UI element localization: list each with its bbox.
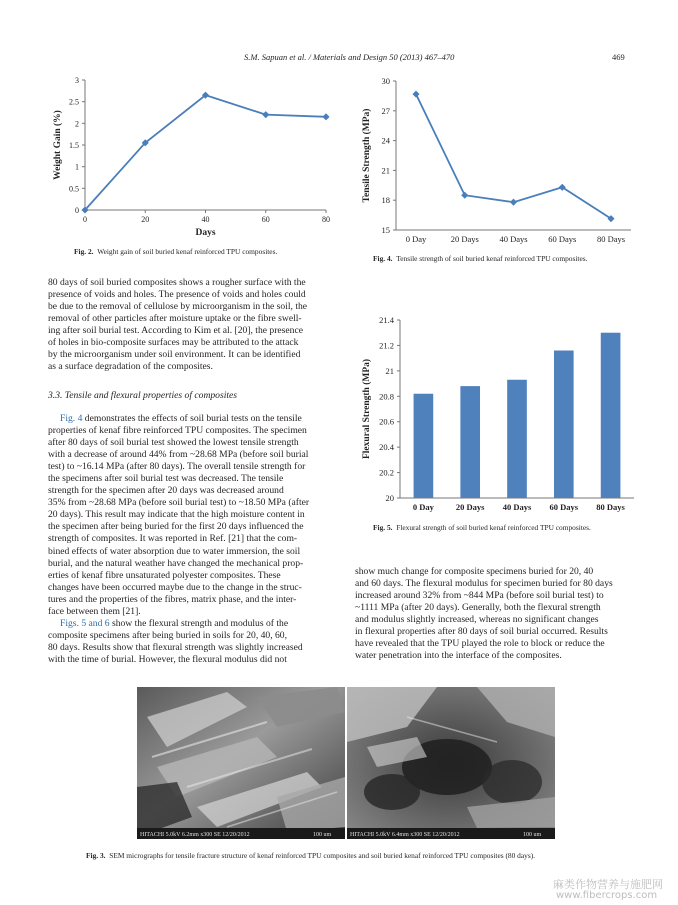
y-tick-label: 20.2 <box>379 467 394 478</box>
fig5-caption <box>373 523 591 533</box>
text-line: be due to the removal of cellulose by microorganism in the soil, the <box>48 301 308 313</box>
x-tick-label: 0 Day <box>405 234 427 244</box>
y-tick-label: 21.4 <box>379 315 394 325</box>
running-header: S.M. Sapuan et al. / Materials and Design 50 (2013) 467–470 <box>244 52 455 62</box>
text-line: water penetration into the interface of the composites. <box>355 650 562 662</box>
fig4-caption <box>373 254 587 264</box>
paragraph-tensile <box>48 413 334 666</box>
fig3-label: Fig. 3. <box>86 851 106 860</box>
x-tick-label: 80 <box>322 215 330 224</box>
y-tick-label: 2.5 <box>69 97 79 107</box>
bar <box>460 386 480 498</box>
fig4-label: Fig. 4. <box>373 254 393 263</box>
x-axis-label: Days <box>195 228 216 238</box>
bar <box>414 394 434 498</box>
x-tick-label: 20 <box>141 215 150 224</box>
text-line: presence of voids and holes. The presence of voids and holes could <box>48 289 306 301</box>
y-tick-label: 2 <box>75 119 79 129</box>
text-line: ing after soil burial test. According to Kim et al. [20], the presence <box>48 325 303 337</box>
text-line: changes have been occurred maybe due to the change in the struc- <box>48 581 302 593</box>
y-axis-label: Flexural Strength (MPa) <box>362 358 372 460</box>
fig3-caption-text: SEM micrographs for tensile fracture structure of kenaf reinforced TPU composites and soil buried kenaf reinforced TPU composites (80 days). <box>109 851 536 860</box>
text-line: with a decrease of around 44% from ~28.68 MPa (before soil burial <box>48 449 309 461</box>
y-tick-label: 20.4 <box>379 442 394 453</box>
y-tick-label: 24 <box>381 135 390 146</box>
fig2-caption-text: Weight gain of soil buried kenaf reinforced TPU composites. <box>97 247 278 256</box>
text-line: erties of kenaf fibre unsaturated polyester composites. These <box>48 569 281 581</box>
watermark-url: www.fibercrops.com <box>556 890 658 901</box>
fig3-caption <box>86 851 535 861</box>
x-tick-label: 80 Days <box>596 234 626 244</box>
y-tick-label: 27 <box>381 105 390 116</box>
y-tick-label: 20.8 <box>379 391 394 402</box>
bar <box>554 351 574 498</box>
text-line <box>48 618 334 630</box>
text-line: the specimens after soil burial test was decreased. The tensile <box>48 473 284 485</box>
text-line: tures and the properties of the fibres, matrix phase, and the inter- <box>48 593 297 605</box>
fig2-label: Fig. 2. <box>74 247 94 256</box>
text-line: strength for the specimen after 20 days was decreased around <box>48 485 284 497</box>
text-line <box>48 413 334 425</box>
fig2-caption <box>74 247 277 257</box>
data-point <box>412 91 419 98</box>
fig4-caption-text: Tensile strength of soil buried kenaf reinforced TPU composites. <box>396 254 588 263</box>
y-tick-label: 20.6 <box>379 416 394 427</box>
x-tick-label: 0 <box>83 215 87 224</box>
fig5-caption-text: Flexural strength of soil buried kenaf reinforced TPU composites. <box>396 523 591 532</box>
text-line: after 80 days of soil burial test showed the lowest tensile strength <box>48 437 299 449</box>
text-line: burial, and the natural weather have changed the mechanical prop- <box>48 557 304 569</box>
y-tick-label: 3 <box>75 76 79 85</box>
data-point <box>510 199 517 206</box>
x-tick-label: 60 <box>261 215 270 224</box>
text-line: show much change for composite specimens buried for 20, 40 <box>355 566 594 577</box>
text-line: properties of kenaf fibre reinforced TPU composites. The specimen <box>48 425 307 437</box>
x-tick-label: 20 Days <box>450 234 479 244</box>
text-line: 80 days. Results show that flexural strength was slightly increased <box>48 641 303 653</box>
text-line: removal of other particles after moisture uptake or the fibre swell- <box>48 313 302 325</box>
x-tick-label: 60 Days <box>548 234 577 244</box>
text-line: and modulus slightly increased, whereas no significant changes <box>355 614 599 626</box>
y-tick-label: 21.2 <box>379 340 394 351</box>
fig4-tensile-chart <box>356 72 636 248</box>
y-tick-label: 1.5 <box>69 141 79 150</box>
text-line: by the microorganism under soil environment. It can be identified <box>48 349 301 361</box>
x-tick-label: 0 Day <box>412 502 434 512</box>
data-point <box>262 111 269 118</box>
watermark-title: 麻类作物营养与施肥网 <box>553 878 663 891</box>
text-line: 80 days of soil buried composites shows a rougher surface with the <box>48 277 306 288</box>
text-span: demonstrates the effects of soil burial tests on the tensile <box>82 413 302 424</box>
text-span: show the flexural strength and modulus of the <box>109 617 289 629</box>
text-line: bined effects of water absorption due to water immersion, the soil <box>48 545 301 557</box>
paragraph-flexural <box>355 566 641 662</box>
y-axis-label: Tensile Strength (MPa) <box>362 108 372 203</box>
text-line: in flexural properties after 80 days of soil burial occurred. Results <box>355 626 608 638</box>
y-tick-label: 21 <box>385 365 394 376</box>
text-line: strength of composites. It was reported in Ref. [21] that the com- <box>48 533 298 545</box>
paragraph-surface-degradation <box>48 277 334 373</box>
y-tick-label: 0 <box>75 206 79 215</box>
text-line: with the time of burial. However, the flexural modulus did not <box>48 653 287 665</box>
text-line: and 60 days. The flexural modulus for specimen buried for 80 days <box>355 578 613 590</box>
y-tick-label: 0.5 <box>69 184 79 194</box>
data-point <box>461 192 468 199</box>
bar <box>507 380 527 498</box>
text-line: test) to ~16.14 MPa (after 80 days). The overall tensile strength for <box>48 461 306 473</box>
figs-5-6-link[interactable]: Figs. 5 and 6 <box>60 617 110 629</box>
y-tick-label: 18 <box>381 195 390 206</box>
x-tick-label: 40 Days <box>502 502 532 512</box>
y-tick-label: 21 <box>381 165 390 176</box>
text-line: 20 days). This result may indicate that the high moisture content in <box>48 509 305 521</box>
text-line: as a surface degradation of the composites. <box>48 361 213 373</box>
x-tick-label: 20 Days <box>455 502 485 512</box>
y-tick-label: 1 <box>75 162 79 172</box>
text-line: 35% from ~28.68 MPa (before soil burial test) to ~18.50 MPa (after <box>48 497 310 509</box>
series-line <box>85 95 326 210</box>
bar <box>601 333 621 498</box>
sem-right-scale: 100 um <box>523 832 542 838</box>
text-line: increased around 32% from ~844 MPa (before soil burial test) to <box>355 590 604 602</box>
y-axis-label: Weight Gain (%) <box>53 110 63 180</box>
x-tick-label: 40 Days <box>499 234 528 244</box>
sem-left-info: HITACHI 5.0kV 6.2mm x300 SE 12/20/2012 <box>140 832 250 838</box>
sem-micrograph-control <box>137 687 345 839</box>
text-line: composite specimens after being buried in soils for 20, 40, 60, <box>48 629 287 641</box>
fig2-weight-gain-chart <box>46 72 346 240</box>
fig4-link[interactable]: Fig. 4 <box>60 413 83 424</box>
sem-micrograph-buried <box>347 687 555 839</box>
y-tick-label: 20 <box>385 493 394 503</box>
section-heading: 3.3. Tensile and flexural properties of composites <box>48 390 238 401</box>
sem-right-info: HITACHI 5.0kV 6.4mm x300 SE 12/20/2012 <box>350 832 460 838</box>
text-line: ~1111 MPa (after 20 days). Generally, both the flexural strength <box>355 602 601 614</box>
x-tick-label: 60 Days <box>549 502 579 512</box>
x-tick-label: 40 <box>201 215 210 224</box>
data-point <box>322 113 329 120</box>
fig5-flexural-chart <box>356 312 638 518</box>
page-number: 469 <box>612 52 625 62</box>
y-tick-label: 15 <box>381 225 390 235</box>
x-tick-label: 80 Days <box>596 502 625 512</box>
sem-left-scale: 100 um <box>313 832 332 838</box>
text-line: have revealed that the TPU played the role to block or reduce the <box>355 638 605 650</box>
fig5-label: Fig. 5. <box>373 523 393 532</box>
text-line: face between them [21]. <box>48 605 141 617</box>
text-line: of holes in bio-composite surfaces may be attributed to the attack <box>48 337 299 349</box>
y-tick-label: 30 <box>381 76 390 86</box>
text-line: the specimen after being buried for the first 20 days influenced the <box>48 521 304 533</box>
